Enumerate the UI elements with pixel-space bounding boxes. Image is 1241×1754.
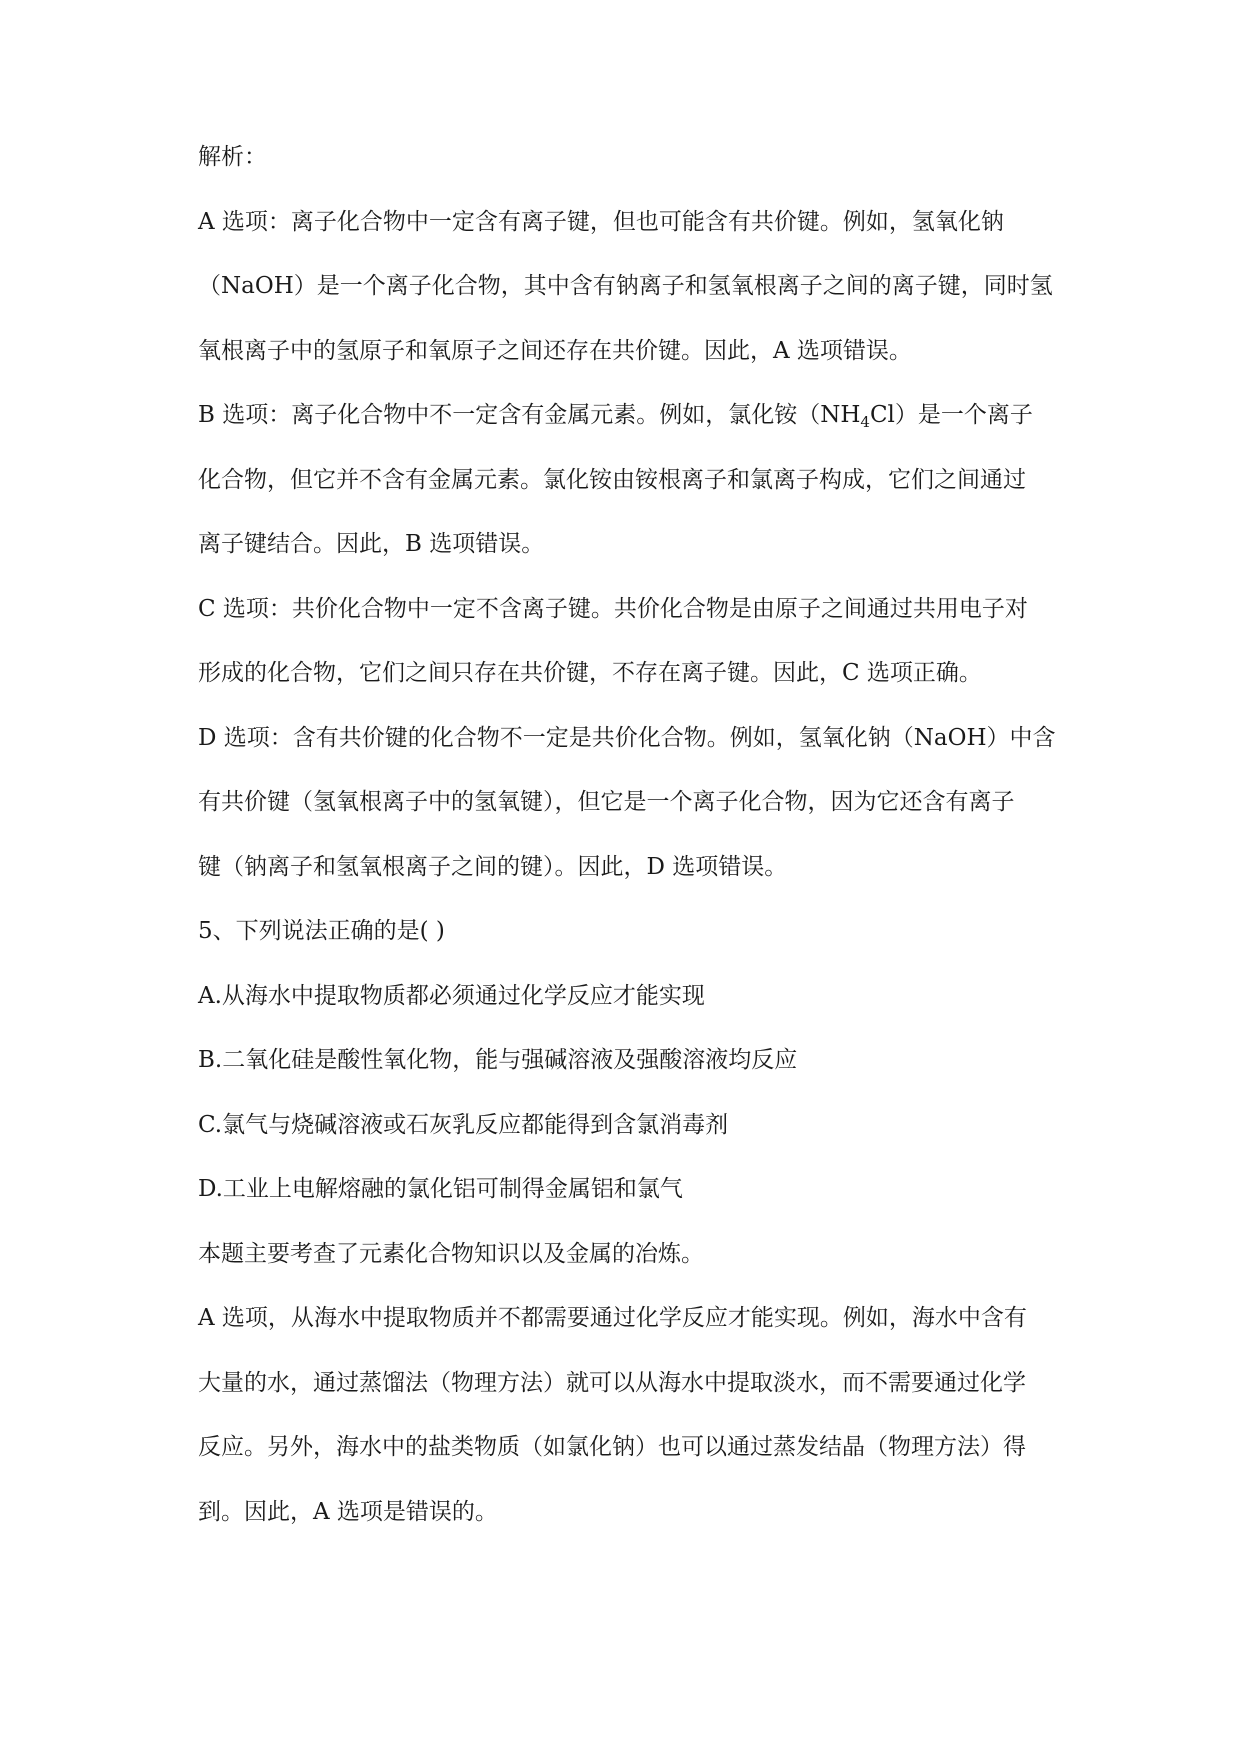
text-line: （NaOH）是一个离子化合物，其中含有钠离子和氢氧根离子之间的离子键，同时氢 [198, 273, 1053, 299]
text-line: 解析： [198, 144, 267, 170]
text-line: 反应。另外，海水中的盐类物质（如氯化钠）也可以通过蒸发结晶（物理方法）得 [198, 1434, 1026, 1460]
text-line: A 选项，从海水中提取物质并不都需要通过化学反应才能实现。例如，海水中含有 [198, 1305, 1027, 1331]
text-line: 到。因此，A 选项是错误的。 [198, 1498, 498, 1525]
text-line: 氧根离子中的氢原子和氧原子之间还存在共价键。因此，A 选项错误。 [198, 337, 912, 364]
text-line: 离子键结合。因此，B 选项错误。 [198, 531, 545, 557]
text-line: 形成的化合物，它们之间只存在共价键，不存在离子键。因此，C 选项正确。 [198, 660, 982, 686]
text-line: 本题主要考查了元素化合物知识以及金属的冶炼。 [198, 1240, 704, 1267]
question-title: 5、下列说法正确的是( ) [198, 918, 445, 944]
text-line: C 选项：共价化合物中一定不含离子键。共价化合物是由原子之间通过共用电子对 [198, 595, 1028, 622]
text-line: 化合物，但它并不含有金属元素。氯化铵由铵根离子和氯离子构成，它们之间通过 [198, 466, 1026, 493]
text-segment: Cl）是一个离子 [869, 402, 1033, 428]
text-line: 键（钠离子和氢氧根离子之间的键）。因此，D 选项错误。 [198, 853, 788, 880]
subscript: 4 [860, 413, 870, 431]
text-line: 有共价键（氢氧根离子中的氢氧键），但它是一个离子化合物，因为它还含有离子 [198, 789, 1015, 815]
option-c: C.氯气与烧碱溶液或石灰乳反应都能得到含氯消毒剂 [198, 1111, 729, 1138]
text-segment: B 选项：离子化合物中不一定含有金属元素。例如，氯化铵（NH [198, 402, 861, 428]
text-line: A 选项：离子化合物中一定含有离子键，但也可能含有共价键。例如，氢氧化钠 [198, 208, 1004, 235]
option-d: D.工业上电解熔融的氯化铝可制得金属铝和氯气 [198, 1176, 683, 1202]
option-b: B.二氧化硅是酸性氧化物，能与强碱溶液及强酸溶液均反应 [198, 1047, 798, 1073]
option-a: A.从海水中提取物质都必须通过化学反应才能实现 [198, 982, 705, 1009]
text-line: 大量的水，通过蒸馏法（物理方法）就可以从海水中提取淡水，而不需要通过化学 [198, 1369, 1026, 1396]
text-line: D 选项：含有共价键的化合物不一定是共价化合物。例如，氢氧化钠（NaOH）中含 [198, 724, 1056, 751]
text-line-formula [198, 404, 1088, 469]
document-body [198, 146, 1088, 1565]
